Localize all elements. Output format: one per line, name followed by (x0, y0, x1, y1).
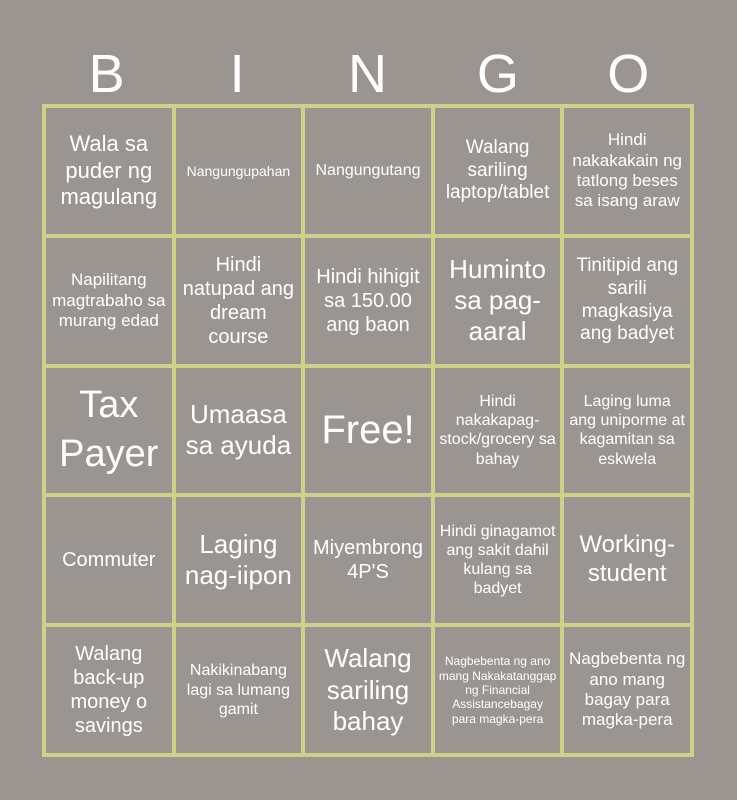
bingo-cell[interactable]: Hindi ginagamot ang sakit dahil kulang sa badyet (435, 497, 561, 623)
bingo-cell[interactable]: Commuter (46, 497, 172, 623)
header-letter-n: N (347, 44, 388, 104)
bingo-cell[interactable]: Umaasa sa ayuda (176, 368, 302, 494)
header-letter-i: I (229, 44, 246, 104)
free-space[interactable]: Free! (305, 368, 431, 494)
bingo-cell[interactable]: Napilitang magtrabaho sa murang edad (46, 238, 172, 364)
bingo-cell[interactable]: Wala sa puder ng magulang (46, 108, 172, 234)
bingo-cell[interactable]: Nakikinabang lagi sa lumang gamit (176, 627, 302, 753)
bingo-cell[interactable]: Huminto sa pag-aaral (435, 238, 561, 364)
bingo-cell[interactable]: Laging luma ang uniporme at kagamitan sa eskwela (564, 368, 690, 494)
bingo-cell[interactable]: Walang back-up money o savings (46, 627, 172, 753)
bingo-cell[interactable]: Hindi nakakakain ng tatlong beses sa isang araw (564, 108, 690, 234)
bingo-cell[interactable]: Walang sariling laptop/tablet (435, 108, 561, 234)
bingo-cell[interactable]: Laging nag-iipon (176, 497, 302, 623)
bingo-cell[interactable]: Working-student (564, 497, 690, 623)
header-letter-o: O (607, 44, 651, 104)
bingo-cell[interactable]: Miyembrong 4P'S (305, 497, 431, 623)
bingo-header (42, 40, 694, 108)
bingo-cell[interactable]: Hindi nakakapag-stock/grocery sa bahay (435, 368, 561, 494)
bingo-cell[interactable]: Nagbebenta ng ano mang Nakakatanggap ng Financial Assistancebagay para magka-pera (435, 627, 561, 753)
bingo-cell[interactable]: Walang sariling bahay (305, 627, 431, 753)
bingo-cell[interactable]: Hindi hihigit sa 150.00 ang baon (305, 238, 431, 364)
bingo-cell[interactable]: Tinitipid ang sarili magkasiya ang badyet (564, 238, 690, 364)
bingo-board (42, 104, 694, 757)
header-letter-b: B (88, 44, 126, 104)
bingo-cell[interactable]: Nangungutang (305, 108, 431, 234)
bingo-cell[interactable]: Hindi natupad ang dream course (176, 238, 302, 364)
bingo-cell[interactable]: Nangungupahan (176, 108, 302, 234)
bingo-cell[interactable]: Nagbebenta ng ano mang bagay para magka-pera (564, 627, 690, 753)
header-letter-g: G (476, 44, 520, 104)
bingo-cell[interactable]: Tax Payer (46, 368, 172, 494)
